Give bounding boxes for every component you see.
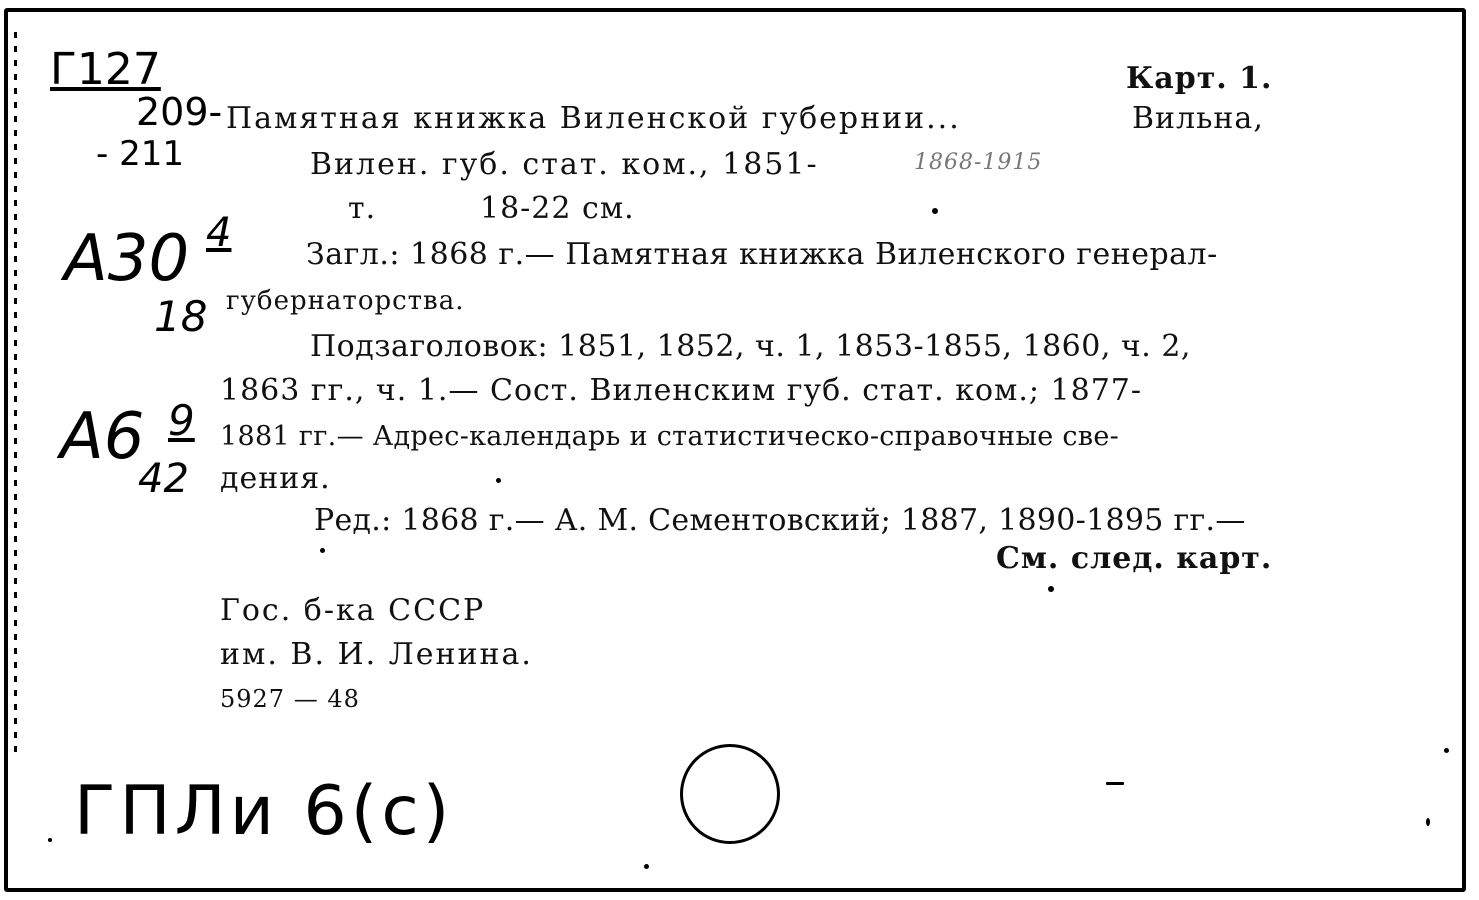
scan-speck	[1106, 782, 1124, 785]
see-next-card: См. след. карт.	[996, 541, 1273, 576]
title-line: Памятная книжка Виленской губернии...	[226, 101, 961, 136]
size-label: 18-22 см.	[480, 191, 635, 226]
handwritten-mark-a30: А30	[64, 222, 190, 296]
handwritten-shelf-mark-top: Г127	[50, 44, 161, 95]
scan-speck	[496, 478, 501, 483]
subtitle-note-line-4: дения.	[220, 461, 331, 496]
library-name-line-1: Гос. б-ка СССР	[220, 593, 486, 628]
title-note-line-2: губернаторства.	[226, 286, 465, 316]
print-run-number: 5927 — 48	[220, 685, 360, 713]
subtitle-note-line-3: 1881 гг.— Адрес-календарь и статистическо-справочные све-	[220, 421, 1120, 452]
library-name-line-2: им. В. И. Ленина.	[220, 637, 533, 672]
scan-speck	[932, 208, 938, 214]
handwritten-mark-a30-numerator: 4	[206, 210, 232, 256]
editor-note-line-1: Ред.: 1868 г.— А. М. Сементовский; 1887, 1890-1895 гг.—	[314, 503, 1246, 538]
handwritten-faint-years: 1868-1915	[914, 150, 1043, 175]
subtitle-note-line-2: 1863 гг., ч. 1.— Сост. Виленским губ. стат. ком.; 1877-	[220, 373, 1143, 408]
publisher-line: Вилен. губ. стат. ком., 1851-	[310, 147, 819, 182]
scan-speck	[1444, 748, 1449, 753]
handwritten-bottom-code: ГПЛи 6(с)	[74, 772, 454, 851]
card-number: Карт. 1.	[1126, 61, 1273, 96]
title-note-line-1: Загл.: 1868 г.— Памятная книжка Виленского генерал-	[306, 237, 1218, 272]
catalog-card	[4, 8, 1466, 892]
left-edge-dash	[14, 32, 17, 752]
handwritten-mark-a6-numerator: 9	[168, 396, 195, 445]
scan-speck	[1426, 818, 1430, 826]
subtitle-note-line-1: Подзаголовок: 1851, 1852, ч. 1, 1853-1855, 1860, ч. 2,	[310, 329, 1191, 364]
scan-speck	[320, 548, 325, 553]
card-punch-hole	[680, 744, 780, 844]
handwritten-range-start: 209-	[136, 90, 223, 134]
handwritten-mark-a6-denominator: 42	[138, 456, 189, 502]
handwritten-mark-a6: А6	[60, 400, 145, 474]
scan-speck	[644, 864, 649, 869]
scan-speck	[1048, 586, 1054, 592]
volume-label: т.	[348, 191, 377, 226]
place-of-publication: Вильна,	[1132, 101, 1264, 136]
scan-speck	[48, 838, 52, 842]
handwritten-range-end: - 211	[96, 134, 184, 174]
handwritten-mark-a30-denominator: 18	[154, 292, 208, 341]
